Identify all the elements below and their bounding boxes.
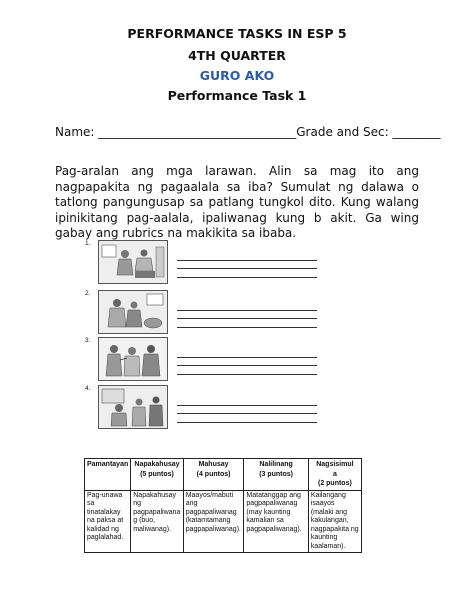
item-number: 3.	[85, 337, 91, 344]
scene-illustration	[98, 290, 168, 334]
rubric-header-row	[85, 459, 362, 491]
answer-lines[interactable]	[177, 252, 317, 278]
scene-illustration	[98, 240, 168, 284]
rubric-cell-level-3: Matatanggap ang pagpapaliwanag (may kaunting kamalian sa pagpapaliwanag).	[244, 490, 308, 553]
document-title: PERFORMANCE TASKS IN ESP 5	[127, 26, 347, 41]
answer-lines[interactable]	[177, 302, 317, 328]
rubric-header-criteria: Pamantayan	[85, 459, 131, 491]
rubric-header-level-2: Nagsisimul a (2 puntos)	[308, 459, 361, 491]
task-heading: Performance Task 1	[167, 88, 307, 103]
scene-illustration	[98, 337, 168, 381]
rubric-cell-level-5: Napakahusay ng pagpapaliwana g (buo, maliwanag).	[131, 490, 183, 553]
rubric-header-level-5: Napakahusay (5 puntos)	[131, 459, 183, 491]
rubric-cell-level-4: Maayos/mabuti ang pagpapaliwanag (katamtamang pagpapaliwanag).	[183, 490, 244, 553]
rubric-cell-criteria: Pag-unawa sa tinatalakay na paksa at kalidad ng paglalahad.	[85, 490, 131, 553]
brand-heading: GURO AKO	[199, 68, 275, 83]
quarter-heading: 4TH QUARTER	[188, 48, 286, 63]
instructions-paragraph: Pag-aralan ang mga larawan. Alin sa mag ito ang nagpapakita ng pagaalala sa iba? Sumulat ng dalawa o tatlong pangungusap sa patlang tungkol dito. Kung walang ipinikitang pag-aalala, ipaliwanag kung b akit. Ga wing gabay ang rubrics na makikita sa ibaba.	[55, 164, 419, 240]
rubric-cell-level-2: Kailangang isaayos (malaki ang kakulangan, nagpapakita ng kaunting kaalaman).	[308, 490, 361, 553]
rubric-header-level-4: Mahusay (4 puntos)	[183, 459, 244, 491]
item-number: 1.	[85, 240, 91, 247]
rubric-header-level-3: Nalilinang (3 puntos)	[244, 459, 308, 491]
scene-illustration	[98, 385, 168, 429]
answer-lines[interactable]	[177, 397, 317, 423]
rubric-table	[84, 458, 362, 553]
item-number: 4.	[85, 385, 91, 392]
item-number: 2.	[85, 290, 91, 297]
answer-lines[interactable]	[177, 349, 317, 375]
name-grade-line: Name: _________________________________Grade and Sec: ________	[55, 125, 441, 139]
rubric-row	[85, 490, 362, 553]
